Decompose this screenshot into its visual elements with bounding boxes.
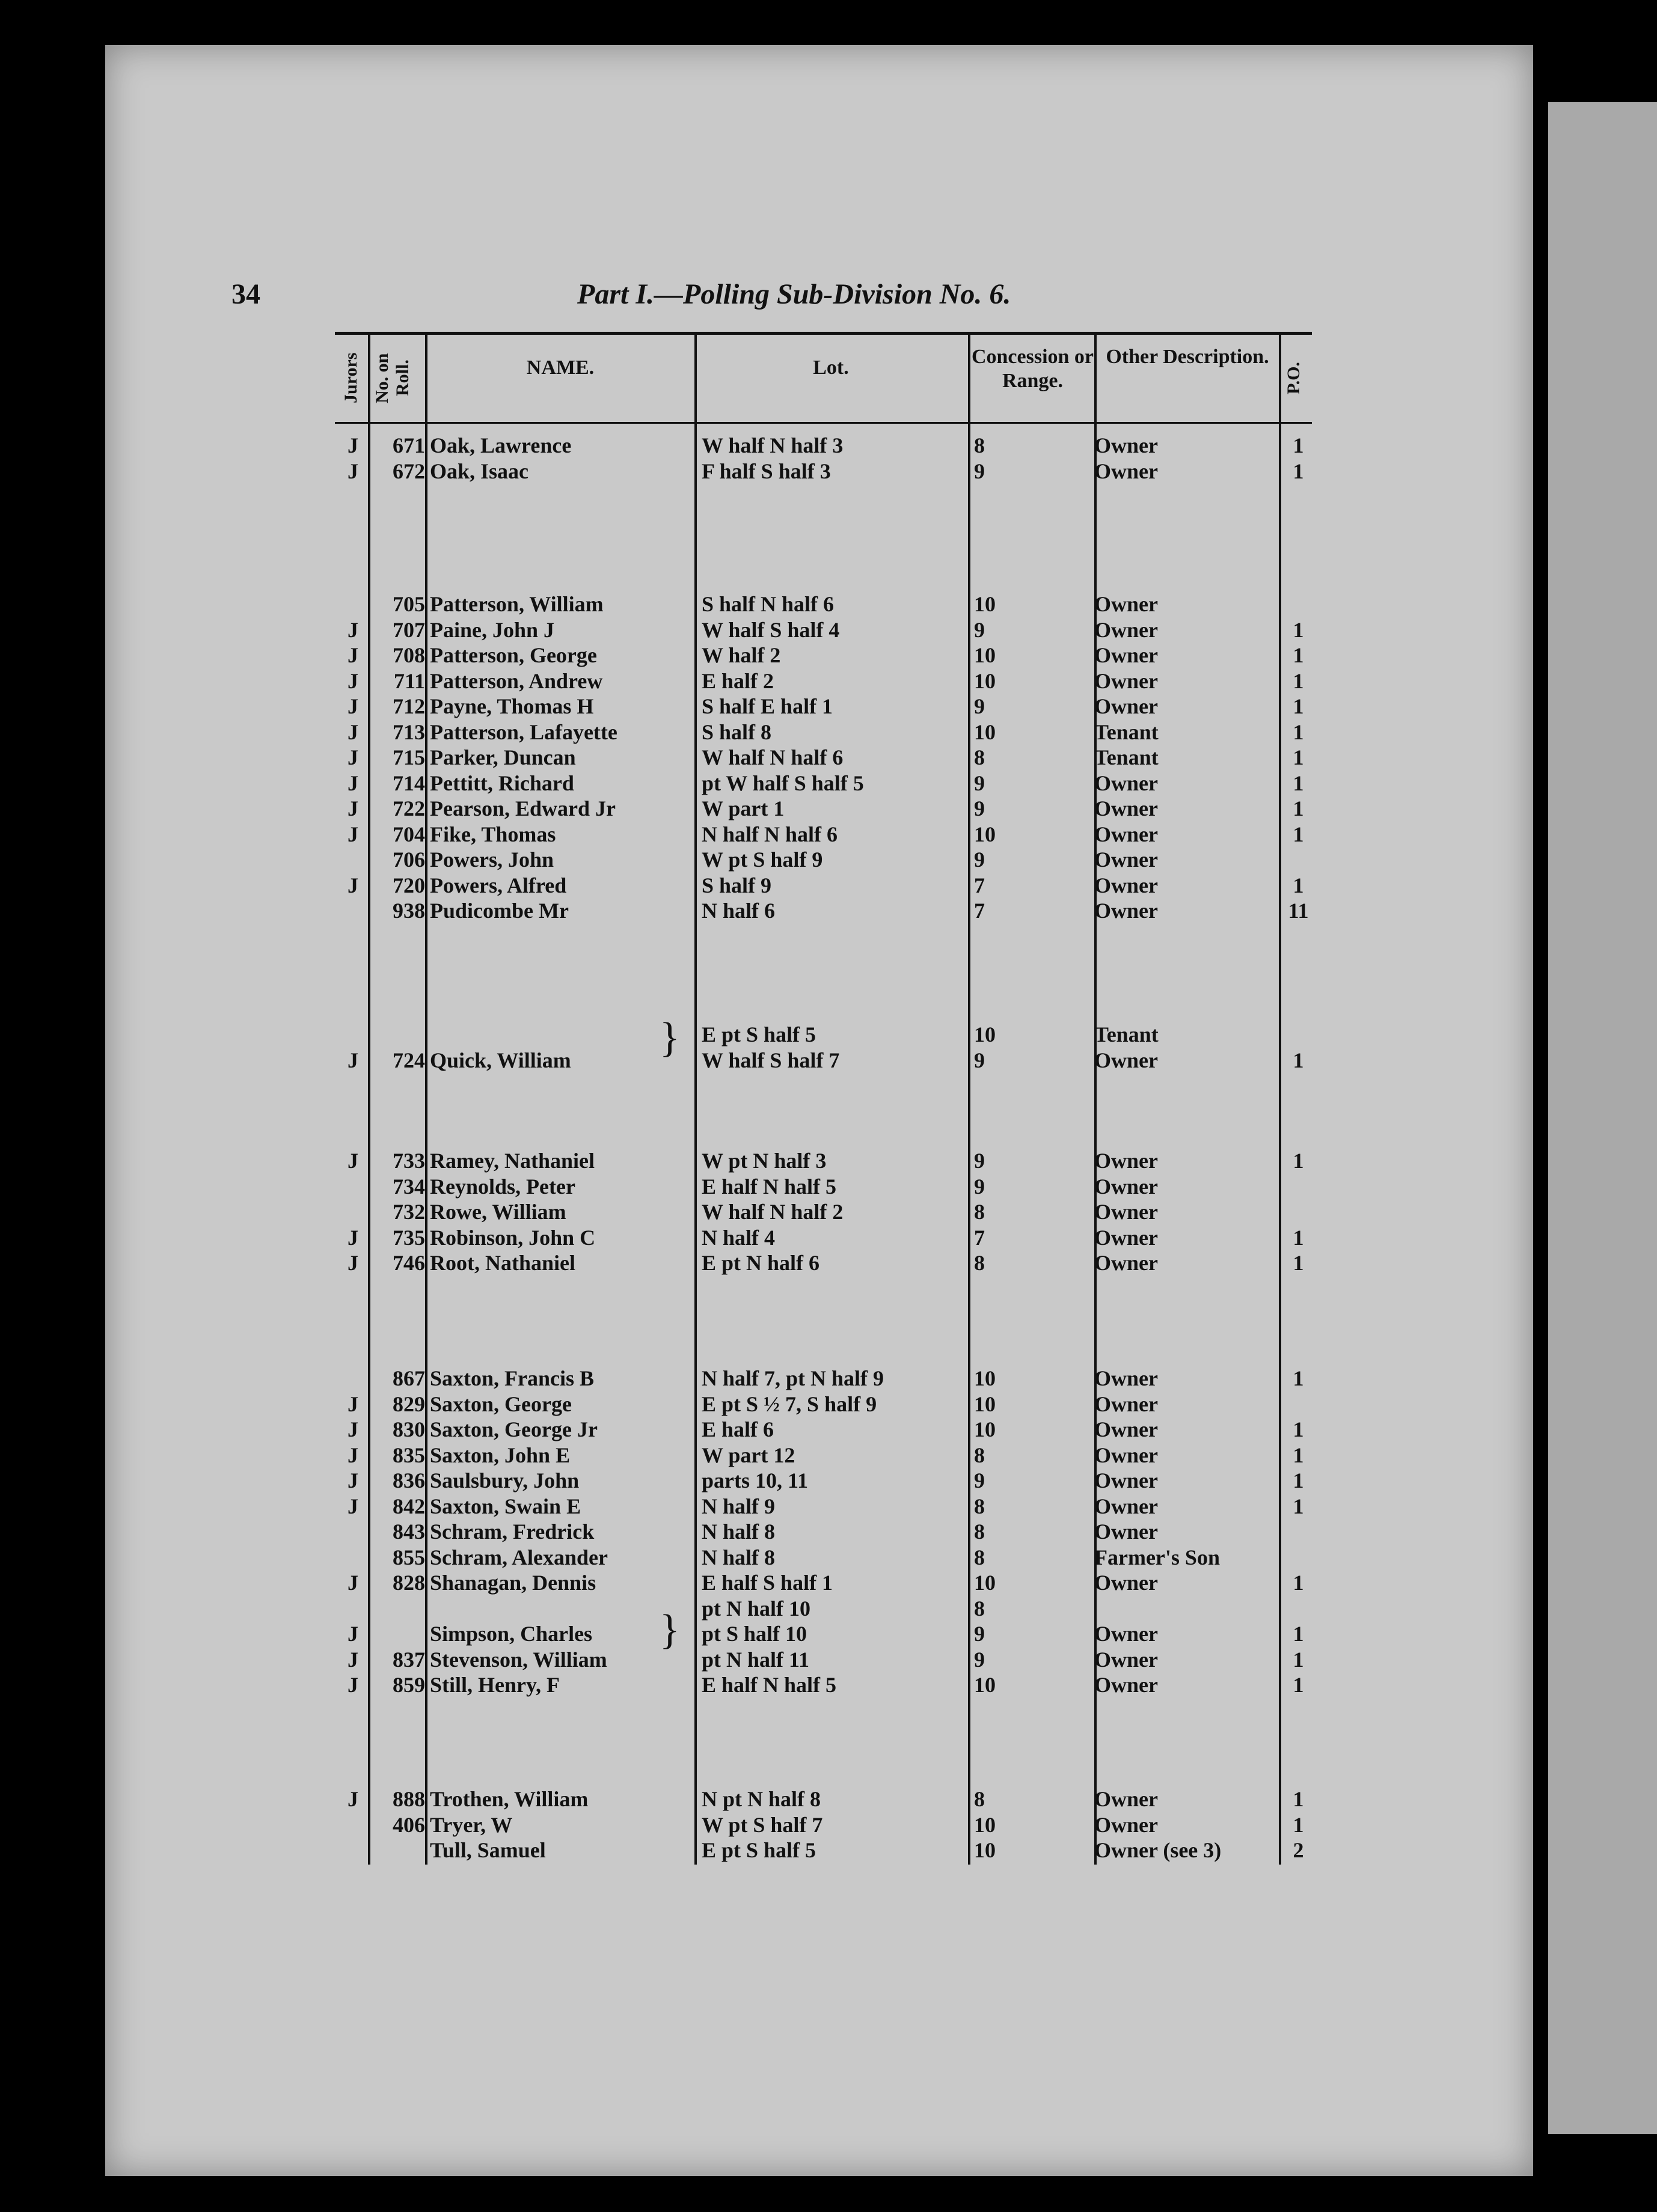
- cell-concession: 8: [974, 745, 985, 769]
- cell-roll: 734: [393, 1174, 425, 1199]
- cell-description: Owner: [1094, 848, 1158, 872]
- cell-lot: E pt S ½ 7, S half 9: [702, 1392, 877, 1416]
- cell-po: 1: [1293, 617, 1304, 642]
- cell-name: Rowe, William: [430, 1200, 566, 1224]
- cell-description: Owner: [1094, 1366, 1158, 1390]
- table-row: [335, 1596, 1312, 1621]
- table-row: [335, 1174, 1312, 1199]
- cell-concession: 10: [974, 1022, 996, 1046]
- cell-name: Oak, Lawrence: [430, 433, 572, 457]
- cell-po: 1: [1293, 1048, 1304, 1072]
- running-head: [231, 278, 1314, 326]
- cell-description: Owner: [1094, 1392, 1158, 1416]
- cell-juror: J: [348, 617, 358, 642]
- table-row: [335, 796, 1312, 821]
- cell-juror: J: [348, 433, 358, 457]
- cell-juror: J: [348, 694, 358, 718]
- cell-lot: W half N half 3: [702, 433, 844, 457]
- cell-po: 1: [1293, 1622, 1304, 1646]
- cell-description: Tenant: [1094, 1022, 1159, 1046]
- cell-description: Owner: [1094, 1225, 1158, 1250]
- table-row: [335, 1443, 1312, 1468]
- cell-juror: J: [348, 1417, 358, 1441]
- cell-roll: 720: [393, 873, 425, 897]
- cell-roll: 705: [393, 592, 425, 616]
- cell-name: Fike, Thomas: [430, 822, 556, 846]
- cell-description: Farmer's Son: [1094, 1545, 1220, 1569]
- cell-name: Trothen, William: [430, 1787, 589, 1811]
- cell-po: 1: [1293, 1812, 1304, 1837]
- cell-concession: 8: [974, 1494, 985, 1518]
- cell-lot: N pt N half 8: [702, 1787, 821, 1811]
- cell-roll: 828: [393, 1571, 425, 1595]
- cell-name: Saulsbury, John: [430, 1468, 580, 1492]
- cell-lot: W half S half 4: [702, 617, 840, 642]
- cell-lot: pt N half 10: [702, 1596, 811, 1621]
- cell-concession: 9: [974, 459, 985, 483]
- cell-lot: W pt N half 3: [702, 1149, 827, 1173]
- cell-name: Ramey, Nathaniel: [430, 1149, 595, 1173]
- cell-concession: 7: [974, 1225, 985, 1250]
- table-row: [335, 771, 1312, 796]
- cell-concession: 8: [974, 1545, 985, 1569]
- cell-name: Tull, Samuel: [430, 1838, 546, 1862]
- cell-concession: 9: [974, 1048, 985, 1072]
- cell-name: Schram, Fredrick: [430, 1520, 595, 1544]
- cell-concession: 10: [974, 822, 996, 846]
- cell-juror: J: [348, 1622, 358, 1646]
- table-row: [335, 898, 1312, 923]
- cell-concession: 8: [974, 1443, 985, 1467]
- cell-roll: 842: [393, 1494, 425, 1518]
- cell-po: 1: [1293, 643, 1304, 667]
- cell-roll: 707: [393, 617, 425, 642]
- cell-po: 1: [1293, 1225, 1304, 1250]
- cell-roll: 888: [393, 1787, 425, 1811]
- cell-juror: J: [348, 1251, 358, 1275]
- cell-name: Patterson, Andrew: [430, 668, 603, 693]
- cell-roll: 732: [393, 1200, 425, 1224]
- cell-name: Simpson, Charles: [430, 1622, 593, 1646]
- cell-juror: J: [348, 745, 358, 769]
- table-row: [335, 1621, 1312, 1646]
- cell-description: Owner: [1094, 433, 1158, 457]
- cell-name: Stevenson, William: [430, 1647, 607, 1672]
- cell-name: Schram, Alexander: [430, 1545, 608, 1569]
- cell-lot: E half N half 5: [702, 1174, 837, 1199]
- cell-po: 1: [1293, 1571, 1304, 1595]
- cell-juror: J: [348, 459, 358, 483]
- cell-po: 1: [1293, 771, 1304, 795]
- cell-lot: E pt S half 5: [702, 1022, 816, 1046]
- cell-po: 1: [1293, 459, 1304, 483]
- cell-name: Saxton, John E: [430, 1443, 571, 1467]
- cell-concession: 10: [974, 1366, 996, 1390]
- cell-lot: W part 12: [702, 1443, 795, 1467]
- cell-po: 1: [1293, 1673, 1304, 1697]
- cell-description: Owner: [1094, 668, 1158, 693]
- table-row: [335, 847, 1312, 872]
- cell-description: Owner: [1094, 1468, 1158, 1492]
- cell-name: Payne, Thomas H: [430, 694, 594, 718]
- table-row: [335, 1468, 1312, 1493]
- cell-concession: 8: [974, 1596, 985, 1621]
- table-row: [335, 459, 1312, 484]
- cell-lot: pt W half S half 5: [702, 771, 864, 795]
- cell-concession: 10: [974, 592, 996, 616]
- cell-description: Owner: [1094, 592, 1158, 616]
- cell-description: Owner: [1094, 694, 1158, 718]
- cell-juror: J: [348, 1673, 358, 1697]
- brace-simpson: }: [660, 1607, 680, 1653]
- cell-lot: N half 7, pt N half 9: [702, 1366, 884, 1390]
- cell-description: Owner: [1094, 873, 1158, 897]
- cell-juror: J: [348, 1225, 358, 1250]
- cell-description: Tenant: [1094, 745, 1159, 769]
- cell-concession: 8: [974, 433, 985, 457]
- table-row: [335, 1812, 1312, 1838]
- cell-description: Owner: [1094, 1673, 1158, 1697]
- header-po: P.O.: [1284, 362, 1303, 394]
- top-rule: [335, 332, 1312, 335]
- cell-lot: W half N half 6: [702, 745, 844, 769]
- cell-description: Owner: [1094, 617, 1158, 642]
- cell-po: 1: [1293, 873, 1304, 897]
- cell-juror: J: [348, 1149, 358, 1173]
- cell-description: Owner: [1094, 643, 1158, 667]
- cell-name: Saxton, George: [430, 1392, 572, 1416]
- cell-lot: parts 10, 11: [702, 1468, 809, 1492]
- table-row: [335, 1048, 1312, 1073]
- table-row: [335, 1417, 1312, 1442]
- cell-description: Owner: [1094, 1149, 1158, 1173]
- table-row: [335, 1494, 1312, 1519]
- cell-roll: 855: [393, 1545, 425, 1569]
- cell-po: 2: [1293, 1838, 1304, 1862]
- cell-name: Saxton, Francis B: [430, 1366, 595, 1390]
- cell-description: Owner: [1094, 899, 1158, 923]
- table-row: [335, 1570, 1312, 1595]
- cell-name: Tryer, W: [430, 1812, 513, 1837]
- cell-lot: W half N half 2: [702, 1200, 844, 1224]
- cell-name: Quick, William: [430, 1048, 571, 1072]
- page-number: 34: [231, 278, 260, 310]
- cell-roll: 671: [393, 433, 425, 457]
- cell-description: Owner: [1094, 1622, 1158, 1646]
- cell-juror: J: [348, 668, 358, 693]
- cell-lot: N half 4: [702, 1225, 776, 1250]
- table-row: [335, 1838, 1312, 1863]
- header-lot: Lot.: [813, 356, 849, 379]
- cell-po: 1: [1293, 694, 1304, 718]
- brace-quick: }: [660, 1015, 680, 1061]
- cell-lot: W half 2: [702, 643, 781, 667]
- cell-concession: 7: [974, 873, 985, 897]
- table-row: [335, 694, 1312, 719]
- cell-concession: 8: [974, 1200, 985, 1224]
- cell-po: 1: [1293, 1443, 1304, 1467]
- table-row: [335, 617, 1312, 643]
- cell-concession: 9: [974, 694, 985, 718]
- cell-concession: 9: [974, 1622, 985, 1646]
- cell-roll: 746: [393, 1251, 425, 1275]
- cell-juror: J: [348, 771, 358, 795]
- cell-concession: 10: [974, 668, 996, 693]
- cell-lot: S half E half 1: [702, 694, 833, 718]
- cell-name: Pearson, Edward Jr: [430, 796, 616, 820]
- table-row: [335, 643, 1312, 668]
- cell-po: 1: [1293, 1494, 1304, 1518]
- page-title: Part I.—Polling Sub-Division No. 6.: [577, 278, 1011, 310]
- cell-po: 1: [1293, 822, 1304, 846]
- cell-lot: E half 2: [702, 668, 774, 693]
- cell-po: 1: [1293, 1468, 1304, 1492]
- cell-concession: 10: [974, 1673, 996, 1697]
- cell-description: Owner (see 3): [1094, 1838, 1222, 1862]
- cell-concession: 9: [974, 1149, 985, 1173]
- cell-description: Owner: [1094, 822, 1158, 846]
- cell-name: Pettitt, Richard: [430, 771, 574, 795]
- cell-juror: J: [348, 1494, 358, 1518]
- table-row: [335, 433, 1312, 458]
- cell-po: 1: [1293, 1149, 1304, 1173]
- cell-concession: 8: [974, 1520, 985, 1544]
- cell-roll: 938: [393, 899, 425, 923]
- cell-description: Owner: [1094, 1200, 1158, 1224]
- table-row: [335, 1672, 1312, 1697]
- table-row: [335, 1366, 1312, 1391]
- cell-description: Owner: [1094, 796, 1158, 820]
- cell-roll: 867: [393, 1366, 425, 1390]
- cell-roll: 704: [393, 822, 425, 846]
- cell-concession: 10: [974, 1812, 996, 1837]
- cell-juror: J: [348, 873, 358, 897]
- cell-name: Patterson, Lafayette: [430, 720, 617, 744]
- cell-lot: S half N half 6: [702, 592, 835, 616]
- cell-juror: J: [348, 1048, 358, 1072]
- cell-description: Owner: [1094, 1443, 1158, 1467]
- cell-description: Owner: [1094, 771, 1158, 795]
- cell-roll: 706: [393, 848, 425, 872]
- cell-concession: 9: [974, 848, 985, 872]
- cell-name: Saxton, George Jr: [430, 1417, 598, 1441]
- cell-juror: J: [348, 1468, 358, 1492]
- cell-po: 1: [1293, 1251, 1304, 1275]
- cell-lot: pt S half 10: [702, 1622, 807, 1646]
- cell-po: 1: [1293, 668, 1304, 693]
- cell-name: Robinson, John C: [430, 1225, 596, 1250]
- table-row: [335, 873, 1312, 898]
- cell-roll: 715: [393, 745, 425, 769]
- cell-name: Still, Henry, F: [430, 1673, 560, 1697]
- cell-name: Powers, Alfred: [430, 873, 567, 897]
- table-row: [335, 720, 1312, 745]
- cell-roll: 843: [393, 1520, 425, 1544]
- cell-description: Owner: [1094, 1417, 1158, 1441]
- cell-concession: 10: [974, 643, 996, 667]
- table-row: [335, 1250, 1312, 1276]
- cell-lot: E pt S half 5: [702, 1838, 816, 1862]
- cell-roll: 829: [393, 1392, 425, 1416]
- header-concession: Concession or Range.: [971, 346, 1094, 392]
- table-row: [335, 745, 1312, 770]
- table-row: [335, 1199, 1312, 1224]
- cell-juror: J: [348, 796, 358, 820]
- cell-roll: 835: [393, 1443, 425, 1467]
- cell-name: Patterson, William: [430, 592, 604, 616]
- table-row: [335, 1647, 1312, 1672]
- cell-description: Owner: [1094, 1787, 1158, 1811]
- table-row: [335, 1148, 1312, 1173]
- cell-po: 11: [1288, 899, 1309, 923]
- table-row: [335, 1786, 1312, 1812]
- cell-po: 1: [1293, 1366, 1304, 1390]
- cell-name: Pudicombe Mr: [430, 899, 569, 923]
- cell-description: Owner: [1094, 1520, 1158, 1544]
- adjacent-page-edge: [1548, 102, 1657, 2134]
- cell-juror: J: [348, 1787, 358, 1811]
- cell-lot: W pt S half 9: [702, 848, 823, 872]
- cell-concession: 9: [974, 1647, 985, 1672]
- header-roll: No. on Roll.: [372, 353, 412, 403]
- cell-lot: E half N half 5: [702, 1673, 837, 1697]
- cell-description: Owner: [1094, 1251, 1158, 1275]
- table-row: [335, 1519, 1312, 1544]
- cell-name: Powers, John: [430, 848, 554, 872]
- table-row: [335, 1545, 1312, 1570]
- cell-po: 1: [1293, 1417, 1304, 1441]
- cell-juror: J: [348, 1392, 358, 1416]
- cell-roll: 735: [393, 1225, 425, 1250]
- cell-concession: 10: [974, 720, 996, 744]
- cell-concession: 9: [974, 617, 985, 642]
- cell-description: Owner: [1094, 459, 1158, 483]
- cell-juror: J: [348, 643, 358, 667]
- table-row: [335, 1022, 1312, 1047]
- cell-lot: pt N half 11: [702, 1647, 810, 1672]
- cell-juror: J: [348, 1443, 358, 1467]
- cell-juror: J: [348, 1647, 358, 1672]
- header-rule: [335, 422, 1312, 424]
- cell-lot: W part 1: [702, 796, 785, 820]
- cell-description: Owner: [1094, 1494, 1158, 1518]
- cell-roll: 859: [393, 1673, 425, 1697]
- header-jurors: Jurors: [341, 352, 361, 404]
- table-row: [335, 668, 1312, 694]
- cell-roll: 672: [393, 459, 425, 483]
- cell-lot: E pt N half 6: [702, 1251, 820, 1275]
- cell-concession: 10: [974, 1838, 996, 1862]
- table-row: [335, 822, 1312, 847]
- cell-po: 1: [1293, 720, 1304, 744]
- cell-juror: J: [348, 822, 358, 846]
- cell-juror: J: [348, 720, 358, 744]
- cell-name: Paine, John J: [430, 617, 555, 642]
- cell-roll: 837: [393, 1647, 425, 1672]
- cell-concession: 10: [974, 1392, 996, 1416]
- cell-concession: 9: [974, 796, 985, 820]
- cell-name: Reynolds, Peter: [430, 1174, 575, 1199]
- cell-lot: N half 8: [702, 1545, 776, 1569]
- cell-roll: 722: [393, 796, 425, 820]
- cell-concession: 8: [974, 1251, 985, 1275]
- cell-concession: 10: [974, 1571, 996, 1595]
- cell-description: Owner: [1094, 1812, 1158, 1837]
- cell-name: Shanagan, Dennis: [430, 1571, 596, 1595]
- cell-name: Patterson, George: [430, 643, 597, 667]
- table-row: [335, 1392, 1312, 1417]
- cell-name: Root, Nathaniel: [430, 1251, 575, 1275]
- cell-description: Owner: [1094, 1571, 1158, 1595]
- cell-concession: 7: [974, 899, 985, 923]
- cell-roll: 724: [393, 1048, 425, 1072]
- cell-po: 1: [1293, 1787, 1304, 1811]
- cell-roll: 711: [393, 668, 425, 693]
- cell-concession: 9: [974, 1468, 985, 1492]
- header-name: NAME.: [526, 356, 595, 379]
- cell-description: Owner: [1094, 1048, 1158, 1072]
- header-description: Other Description.: [1106, 346, 1269, 368]
- cell-lot: S half 9: [702, 873, 772, 897]
- cell-po: 1: [1293, 796, 1304, 820]
- cell-concession: 8: [974, 1787, 985, 1811]
- table-row: [335, 591, 1312, 617]
- cell-po: 1: [1293, 745, 1304, 769]
- cell-name: Saxton, Swain E: [430, 1494, 581, 1518]
- cell-concession: 9: [974, 1174, 985, 1199]
- cell-lot: E half S half 1: [702, 1571, 833, 1595]
- cell-name: Parker, Duncan: [430, 745, 576, 769]
- cell-lot: S half 8: [702, 720, 772, 744]
- cell-po: 1: [1293, 433, 1304, 457]
- cell-roll: 836: [393, 1468, 425, 1492]
- cell-lot: N half 9: [702, 1494, 776, 1518]
- cell-roll: 733: [393, 1149, 425, 1173]
- cell-lot: N half 6: [702, 899, 776, 923]
- cell-description: Owner: [1094, 1174, 1158, 1199]
- cell-roll: 714: [393, 771, 425, 795]
- cell-name: Oak, Isaac: [430, 459, 529, 483]
- cell-roll: 712: [393, 694, 425, 718]
- voters-list-table: [335, 332, 1312, 1865]
- cell-concession: 9: [974, 771, 985, 795]
- cell-po: 1: [1293, 1647, 1304, 1672]
- cell-roll: 713: [393, 720, 425, 744]
- cell-lot: N half N half 6: [702, 822, 838, 846]
- cell-lot: W pt S half 7: [702, 1812, 823, 1837]
- cell-description: Owner: [1094, 1647, 1158, 1672]
- cell-concession: 10: [974, 1417, 996, 1441]
- cell-roll: 830: [393, 1417, 425, 1441]
- table-row: [335, 1225, 1312, 1250]
- cell-roll: 406: [393, 1812, 425, 1837]
- cell-lot: W half S half 7: [702, 1048, 840, 1072]
- cell-juror: J: [348, 1571, 358, 1595]
- cell-lot: N half 8: [702, 1520, 776, 1544]
- cell-roll: 708: [393, 643, 425, 667]
- cell-description: Tenant: [1094, 720, 1159, 744]
- cell-lot: F half S half 3: [702, 459, 831, 483]
- cell-lot: E half 6: [702, 1417, 774, 1441]
